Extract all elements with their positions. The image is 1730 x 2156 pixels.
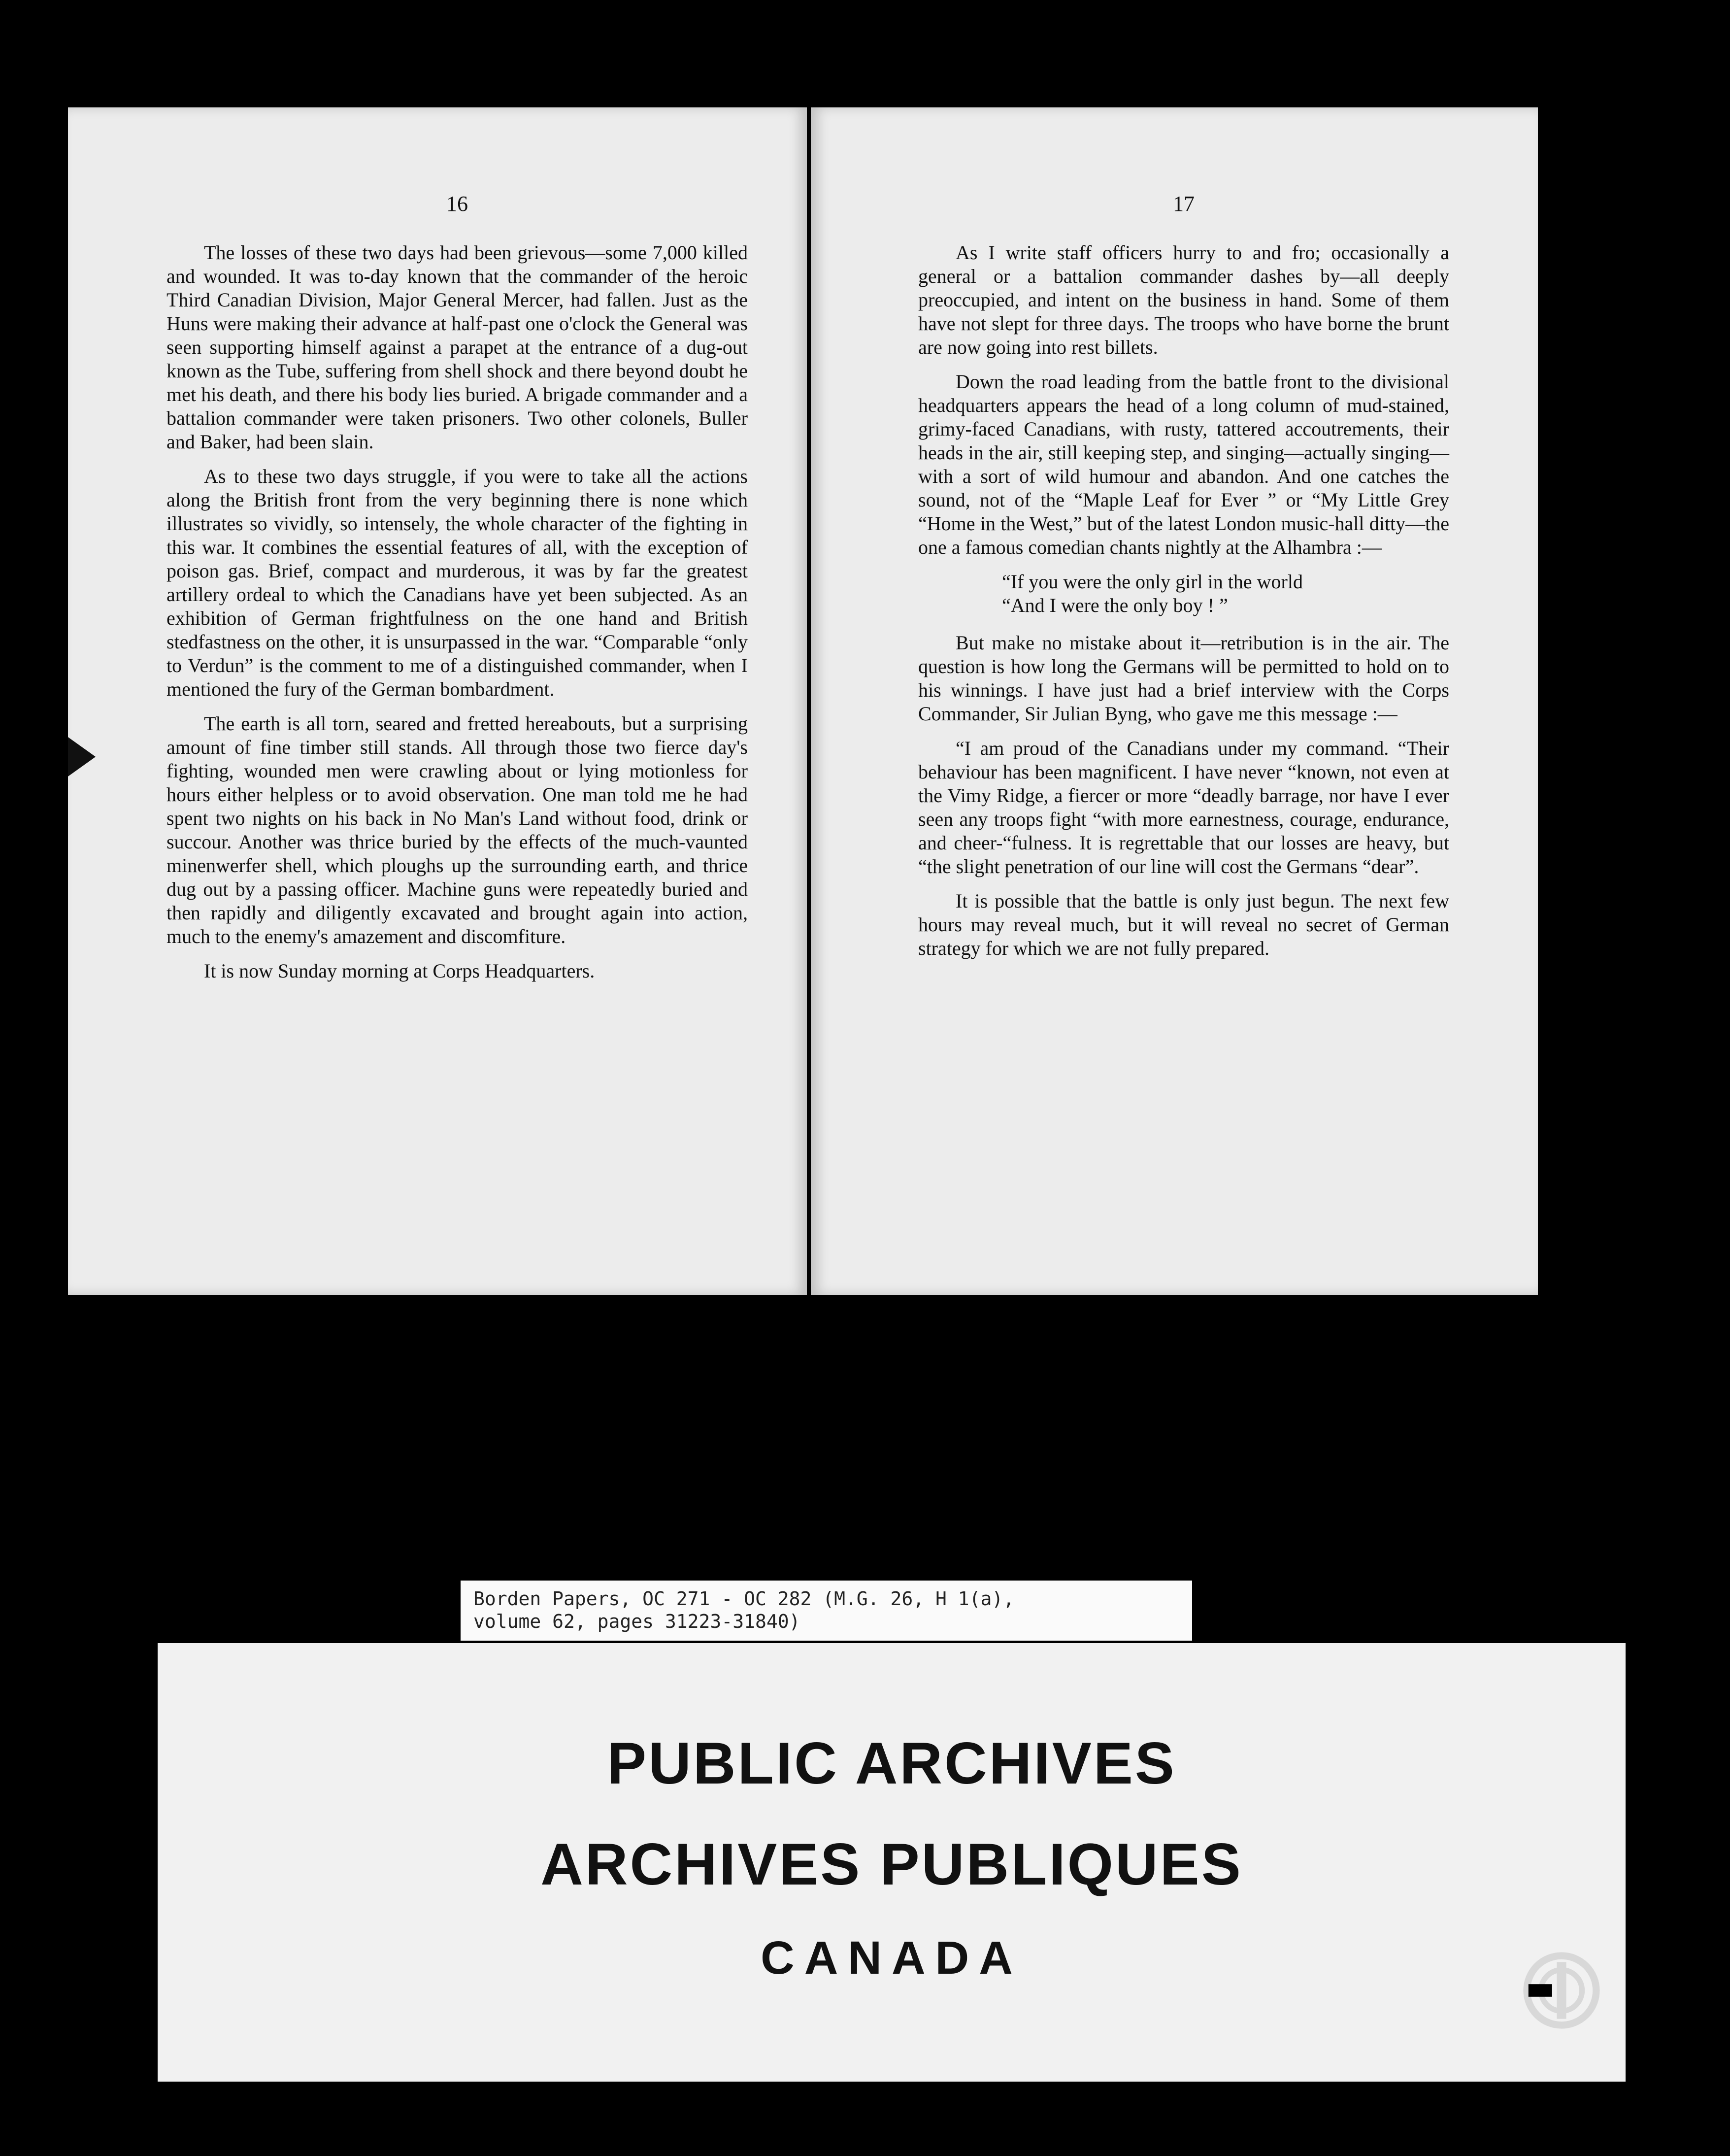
- right-paragraph-2: Down the road leading from the battle front to the divisional headquarters appears the head of a long column of mud-stained, grimy-faced Canadians, with rusty, tattered accoutrements, their heads in the air, still keeping step, and singing—actually singing—with a sort of wild humour and abandon. And one catches the sound, not of the “Maple Leaf for Ever ” or “My Little Grey “Home in the West,” but of the latest London music-hall ditty—the one a famous comedian chants nightly at the Alhambra :—: [918, 371, 1449, 558]
- archives-title-english: PUBLIC ARCHIVES: [607, 1730, 1176, 1796]
- archives-title-french: ARCHIVES PUBLIQUES: [540, 1831, 1243, 1897]
- left-page: [68, 107, 807, 1295]
- song-quote: [918, 570, 1449, 617]
- microfilm-logo-icon: [1522, 1951, 1601, 2030]
- page-number: 17: [1173, 192, 1195, 216]
- page-number: 16: [446, 192, 468, 216]
- left-paragraph-3: The earth is all torn, seared and fretted hereabouts, but a surprising amount of fine timber still stands. All through those two fierce day's fighting, wounded men were crawling about or lying motionless for hours either helpless or to avoid observation. One man told me he had spent two nights on his back in No Man's Land without food, drink or succour. Another was thrice buried by the effects of the much-vaunted minenwerfer shell, which ploughs up the surrounding earth, and thrice dug out by a passing officer. Machine guns were repeatedly buried and then rapidly and diligently excavated and brought again into action, much to the enemy's amazement and discomfiture.: [166, 712, 748, 947]
- citation-line-2: volume 62, pages 31223-31840): [473, 1611, 800, 1632]
- archives-card: [158, 1643, 1626, 2082]
- page-edge-tab-mark: [68, 737, 96, 776]
- song-quote-line-1: “If you were the only girl in the world: [1002, 571, 1303, 593]
- right-paragraph-5: It is possible that the battle is only just begun. The next few hours may reveal much, but it will reveal no secret of German strategy for which we are not fully prepared.: [918, 890, 1449, 959]
- right-paragraph-4: “I am proud of the Canadians under my command. “Their behaviour has been magnificent. I have never “known, not even at the Vimy Ridge, a fiercer or more “deadly barrage, nor have I ever seen any troops fight “with more earnestness, courage, endurance, and cheer-“fulness. It is regrettable that our losses are heavy, but “the slight penetration of our line will cost the Germans “dear”.: [918, 737, 1449, 877]
- right-paragraph-1: As I write staff officers hurry to and fro; occasionally a general or a battalion commander dashes by—all deeply preoccupied, and intent on the business in hand. Some of them have not slept for three days. The troops who have borne the brunt are now going into rest billets.: [918, 241, 1449, 358]
- right-page: [811, 107, 1538, 1295]
- citation-line-1: Borden Papers, OC 271 - OC 282 (M.G. 26, H 1(a),: [473, 1588, 1015, 1610]
- citation-label: [461, 1581, 1192, 1641]
- song-quote-line-2: “And I were the only boy ! ”: [1002, 594, 1228, 616]
- right-paragraph-3: But make no mistake about it—retribution is in the air. The question is how long the Germans will be permitted to hold on to his winnings. I have just had a brief interview with the Corps Commander, Sir Julian Byng, who gave me this message :—: [918, 632, 1449, 725]
- left-paragraph-2: As to these two days struggle, if you were to take all the actions along the British front from the very beginning there is none which illustrates so vividly, so intensely, the whole character of the fighting in this war. It combines the essential features of all, with the exception of poison gas. Brief, compact and murderous, it was by far the greatest artillery ordeal to which the Canadians have yet been subjected. As an exhibition of German frightfulness on the one hand and British stedfastness on the other, it is unsurpassed in the war. “Comparable “only to Verdun” is the comment to me of a distinguished commander, when I mentioned the fury of the German bombardment.: [166, 465, 748, 700]
- left-paragraph-4: It is now Sunday morning at Corps Headquarters.: [204, 960, 595, 982]
- archives-country: CANADA: [761, 1932, 1023, 1984]
- left-paragraph-1: The losses of these two days had been grievous—some 7,000 killed and wounded. It was to-day known that the commander of the heroic Third Canadian Division, Major General Mercer, had fallen. Just as the Huns were making their advance at half-past one o'clock the General was seen supporting himself against a parapet at the entrance of a dug-out known as the Tube, suffering from shell shock and there beyond doubt he met his death, and there his body lies buried. A brigade commander and a battalion commander were taken prisoners. Two other colonels, Buller and Baker, had been slain.: [166, 241, 748, 453]
